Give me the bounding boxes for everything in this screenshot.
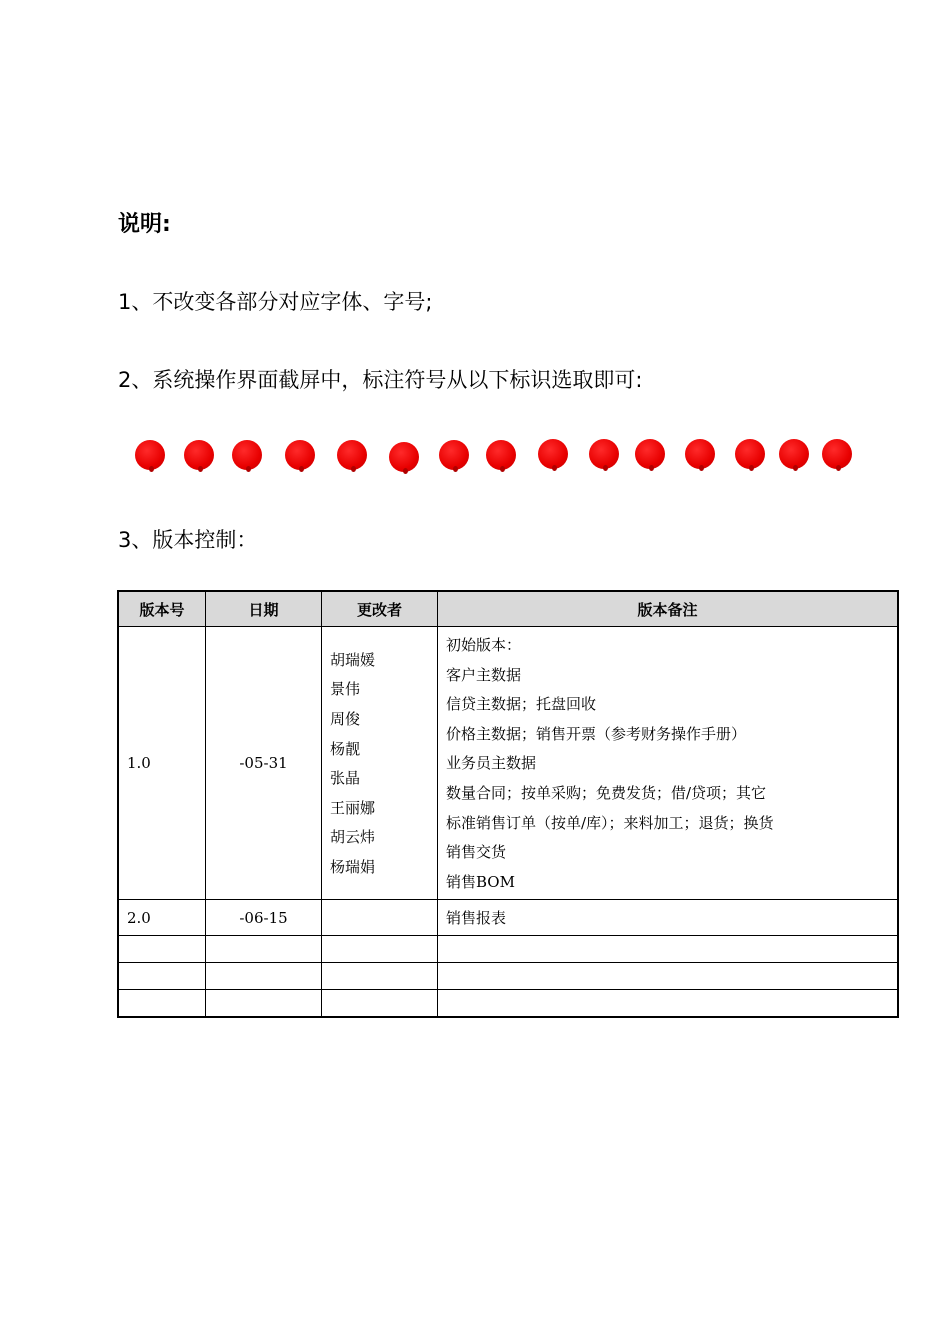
- author-cell: [322, 627, 438, 900]
- author-name: 景伟: [330, 680, 361, 699]
- notes-cell: [438, 627, 899, 900]
- red-circle-marker-icon: [538, 439, 568, 469]
- date-cell: -05-31: [206, 627, 322, 900]
- table-row: [118, 963, 898, 990]
- empty-cell: [206, 936, 322, 963]
- marker-symbols-row: [0, 436, 950, 476]
- header-notes: 版本备注: [438, 591, 899, 627]
- note-line: 客户主数据: [446, 665, 522, 684]
- red-circle-marker-icon: [135, 440, 165, 470]
- author-name: 张晶: [330, 769, 361, 788]
- instruction-2: 2、系统操作界面截屏中，标注符号从以下标识选取即可:: [118, 368, 643, 392]
- header-author: 更改者: [322, 591, 438, 627]
- date-cell: -06-15: [206, 900, 322, 936]
- table-row: [118, 936, 898, 963]
- author-name: 胡云炜: [330, 828, 376, 847]
- notes-list: [446, 627, 889, 899]
- empty-cell: [322, 936, 438, 963]
- notes-cell: 销售报表: [438, 900, 899, 936]
- version-cell: 1.0: [118, 627, 206, 900]
- red-circle-marker-icon: [589, 439, 619, 469]
- header-version: 版本号: [118, 591, 206, 627]
- red-circle-marker-icon: [285, 440, 315, 470]
- author-cell: [322, 900, 438, 936]
- empty-cell: [322, 963, 438, 990]
- red-circle-marker-icon: [232, 440, 262, 470]
- red-circle-marker-icon: [822, 439, 852, 469]
- red-circle-marker-icon: [337, 440, 367, 470]
- author-name: 杨瑞娟: [330, 857, 376, 876]
- red-circle-marker-icon: [779, 439, 809, 469]
- red-circle-marker-icon: [389, 442, 419, 472]
- note-line: 销售BOM: [446, 872, 515, 891]
- empty-cell: [118, 963, 206, 990]
- instructions-heading: 说明:: [118, 212, 171, 237]
- author-name: 胡瑞媛: [330, 650, 376, 669]
- empty-cell: [438, 963, 899, 990]
- note-line: 价格主数据；销售开票（参考财务操作手册）: [446, 724, 747, 743]
- empty-cell: [438, 990, 899, 1018]
- table-header-row: [118, 591, 898, 627]
- empty-cell: [322, 990, 438, 1018]
- instruction-3: 3、版本控制：: [118, 528, 258, 552]
- table-row: [118, 900, 898, 936]
- red-circle-marker-icon: [685, 439, 715, 469]
- note-line: 销售交货: [446, 843, 507, 862]
- red-circle-marker-icon: [439, 440, 469, 470]
- red-circle-marker-icon: [184, 440, 214, 470]
- header-date: 日期: [206, 591, 322, 627]
- version-cell: 2.0: [118, 900, 206, 936]
- table-row: [118, 990, 898, 1018]
- table-row: [118, 627, 898, 900]
- author-name: 杨靓: [330, 739, 361, 758]
- version-control-table: [117, 590, 899, 1018]
- author-name: 王丽娜: [330, 798, 376, 817]
- note-line: 业务员主数据: [446, 754, 537, 773]
- empty-cell: [438, 936, 899, 963]
- red-circle-marker-icon: [735, 439, 765, 469]
- empty-cell: [118, 990, 206, 1018]
- red-circle-marker-icon: [635, 439, 665, 469]
- note-line: 数量合同；按单采购；免费发货；借/贷项；其它: [446, 783, 767, 802]
- red-circle-marker-icon: [486, 440, 516, 470]
- note-line: 标准销售订单（按单/库）；来料加工；退货；换货: [446, 813, 774, 832]
- empty-cell: [206, 963, 322, 990]
- empty-cell: [118, 936, 206, 963]
- note-line: 信贷主数据；托盘回收: [446, 695, 597, 714]
- author-name: 周俊: [330, 709, 361, 728]
- author-list: [330, 642, 429, 885]
- note-line: 初始版本：: [446, 636, 522, 654]
- instruction-1: 1、不改变各部分对应字体、字号;: [118, 290, 433, 314]
- empty-cell: [206, 990, 322, 1018]
